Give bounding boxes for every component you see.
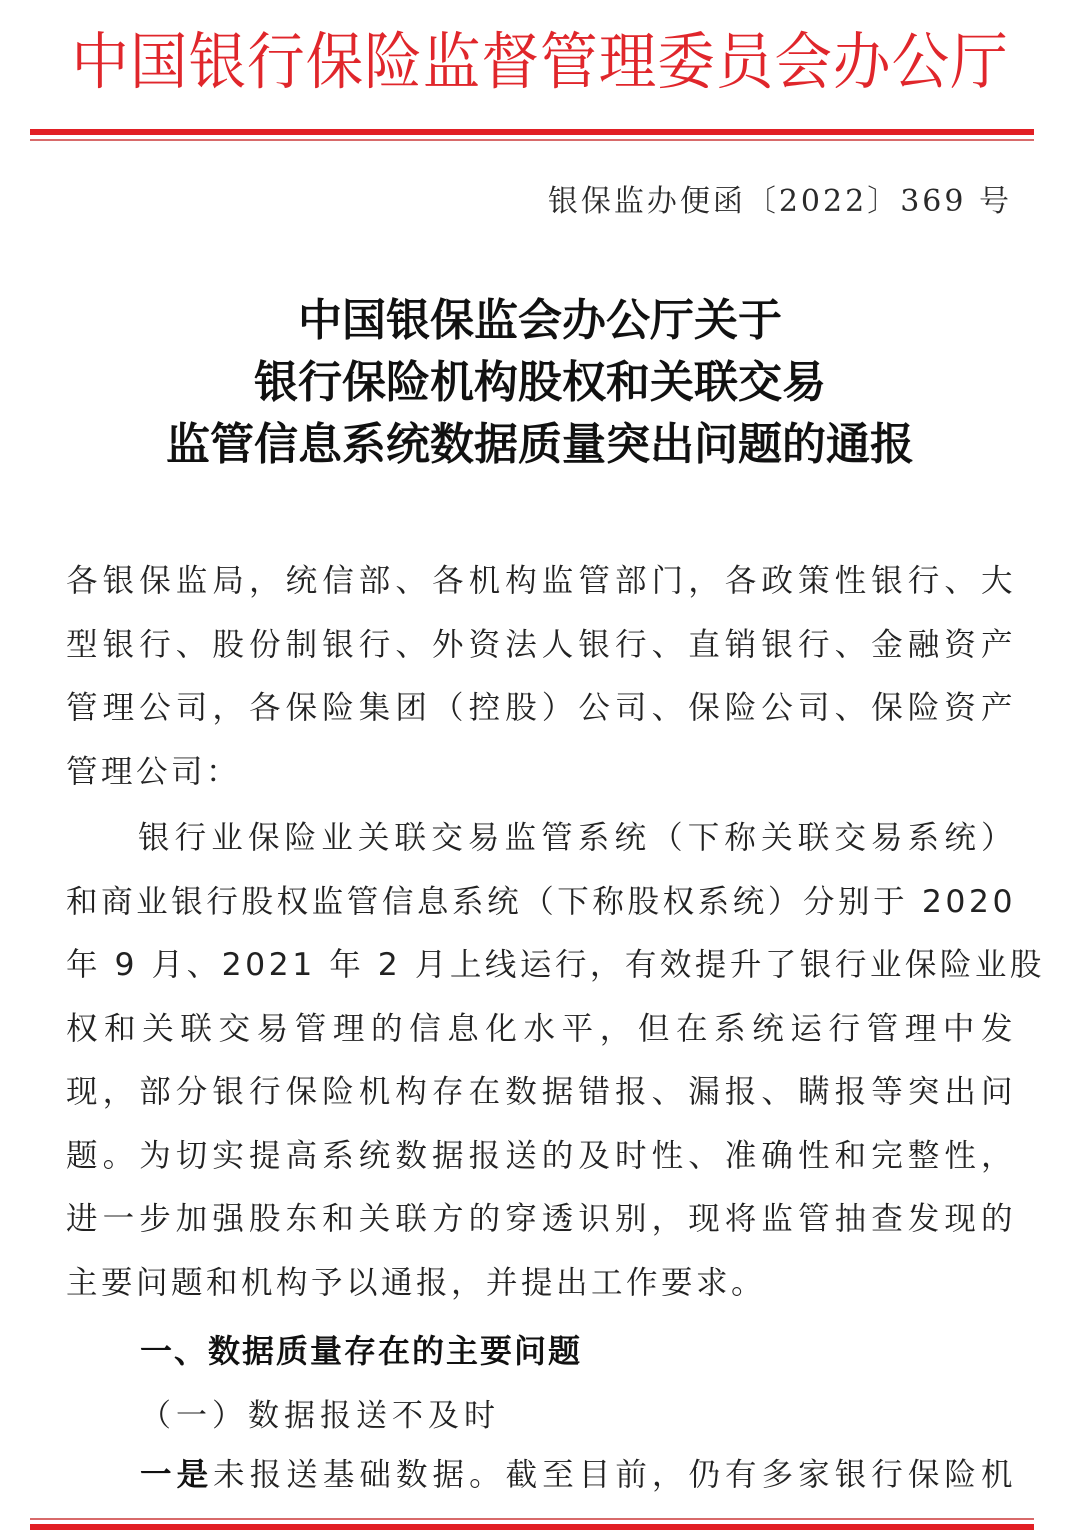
title-line: 银行保险机构股权和关联交易 xyxy=(254,357,826,408)
text-line: 型银行、股份制银行、外资法人银行、直销银行、金融资产 xyxy=(66,626,1016,663)
intro-paragraph xyxy=(66,807,1045,1315)
text-line: 和商业银行股权监管信息系统（下称股权系统）分别于 2020 xyxy=(66,883,1016,920)
text-line: 进一步加强股东和关联方的穿透识别，现将监管抽查发现的 xyxy=(66,1201,1016,1237)
text-line: 各银保监局，统信部、各机构监管部门，各政策性银行、大 xyxy=(66,563,1016,599)
letterhead-rule-thin xyxy=(30,139,1034,141)
letterhead-rule-thick xyxy=(30,129,1034,135)
text-line: 管理公司： xyxy=(66,753,242,790)
title-line: 监管信息系统数据质量突出问题的通报 xyxy=(166,419,914,470)
text-line: 银行业保险业关联交易监管系统（下称关联交易系统） xyxy=(138,820,1016,856)
point-label: 一是 xyxy=(140,1457,214,1493)
footer-rule-thick xyxy=(30,1524,1034,1530)
letterhead-issuer: 中国银行保险监督管理委员会办公厅 xyxy=(71,25,1009,98)
section-subheading: （一）数据报送不及时 xyxy=(140,1398,500,1434)
title-line: 中国银保监会办公厅关于 xyxy=(298,295,782,346)
point-text: 未报送基础数据。截至目前，仍有多家银行保险机 xyxy=(213,1457,1016,1493)
first-point xyxy=(140,1450,1016,1495)
addressees xyxy=(66,550,1016,804)
text-line: 年 9 月、2021 年 2 月上线运行，有效提升了银行业保险业股 xyxy=(66,947,1045,983)
text-line: 现，部分银行保险机构存在数据错报、漏报、瞒报等突出问 xyxy=(66,1074,1016,1110)
section-heading: 一、数据质量存在的主要问题 xyxy=(140,1332,583,1370)
text-line: 题。为切实提高系统数据报送的及时性、准确性和完整性， xyxy=(66,1137,1016,1174)
text-line: 权和关联交易管理的信息化水平，但在系统运行管理中发 xyxy=(66,1010,1016,1047)
footer-rule-thin xyxy=(30,1518,1034,1520)
text-line: 主要问题和机构予以通报，并提出工作要求。 xyxy=(66,1264,767,1301)
document-number: 银保监办便函〔2022〕369 号 xyxy=(547,184,1012,219)
text-line: 管理公司，各保险集团（控股）公司、保险公司、保险资产 xyxy=(66,690,1016,726)
document-title xyxy=(0,290,1080,476)
